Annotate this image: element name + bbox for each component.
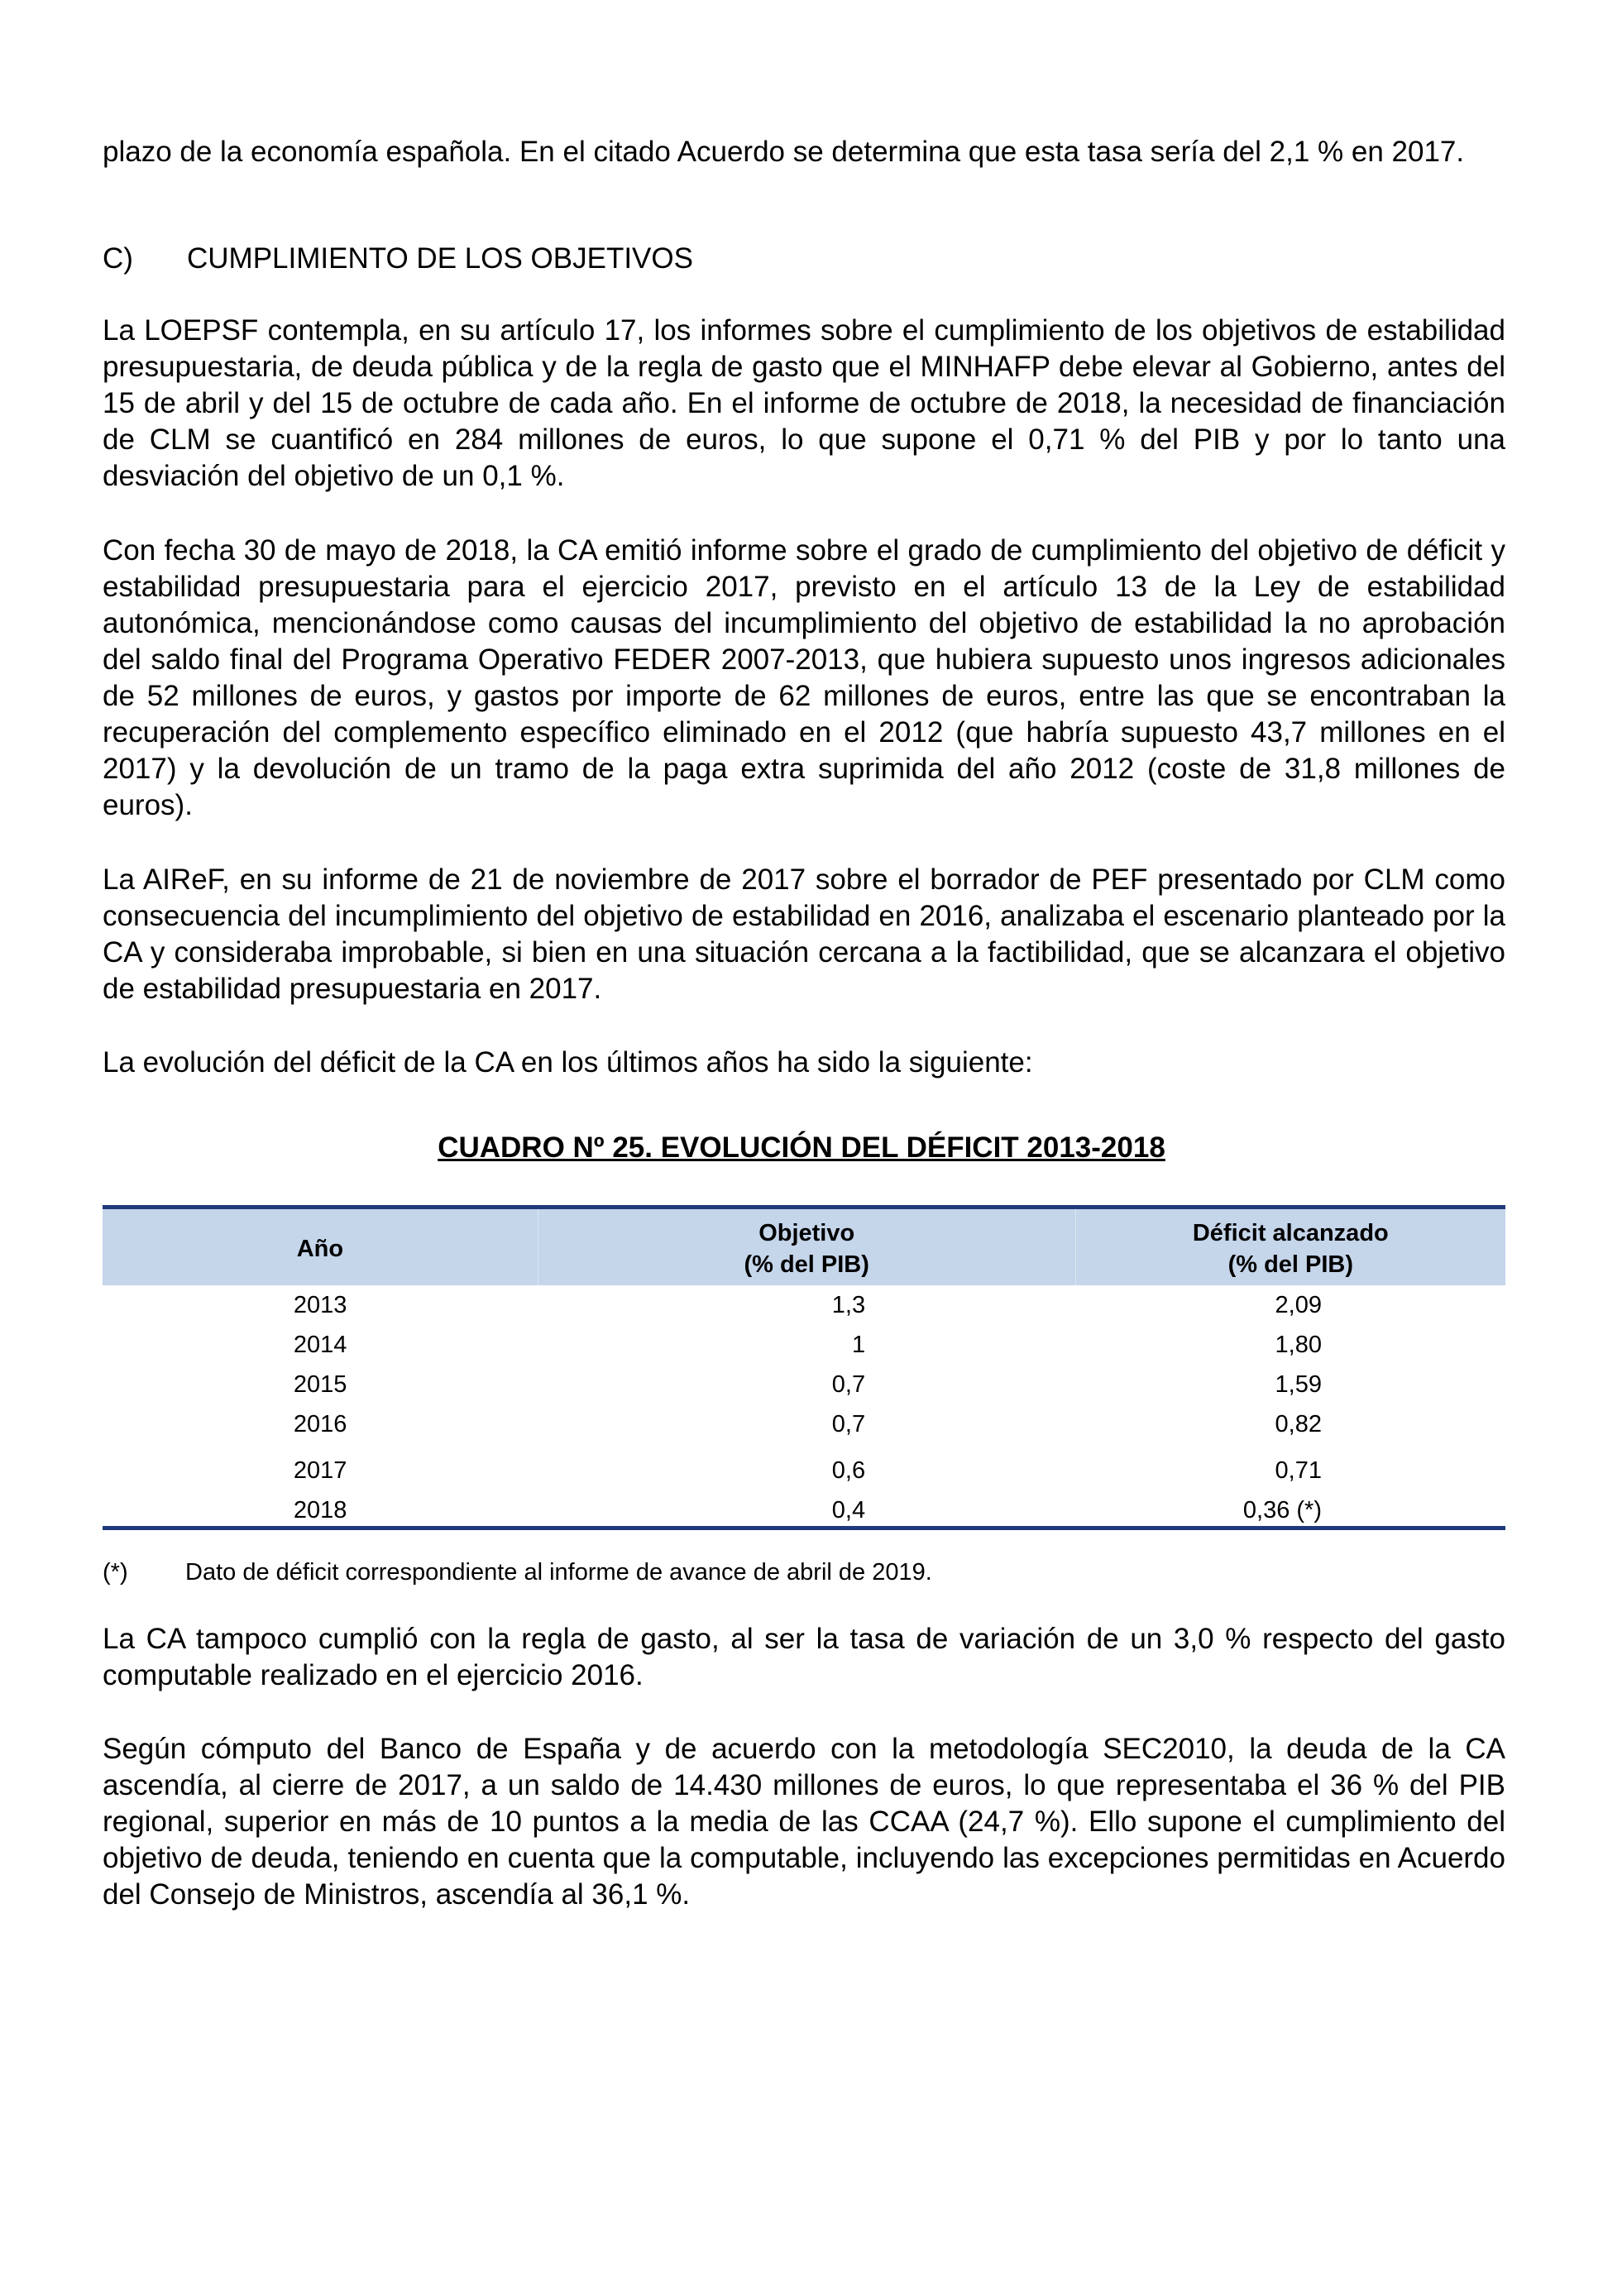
deficit-table <box>103 1205 1505 1530</box>
header-year: Año <box>103 1208 538 1286</box>
cell-objetivo: 1,3 <box>831 1292 866 1318</box>
cell-deficit: 0,82 <box>1275 1411 1322 1437</box>
paragraph-regla-gasto: La CA tampoco cumplió con la regla de gasto, al ser la tasa de variación de un 3,0 % respecto del gasto computable realizado en el ejercicio 2016. <box>103 1623 1505 1691</box>
table-header-row <box>103 1208 1505 1286</box>
table-title: CUADRO Nº 25. EVOLUCIÓN DEL DÉFICIT 2013-2018 <box>438 1131 1165 1164</box>
paragraph-informe-ca: Con fecha 30 de mayo de 2018, la CA emitió informe sobre el grado de cumplimiento del objetivo de déficit y estabilidad presupuestaria para el ejercicio 2017, previsto en el artículo 13 de la Ley de estabilidad autonómica, mencionándose como causas del incumplimiento del objetivo de estabilidad la no aprobación del saldo final del Programa Operativo FEDER 2007-2013, que hubiera supuesto unos ingresos adicionales de 52 millones de euros, y gastos por importe de 62 millones de euros, entre las que se encontraban la recuperación del complemento específico eliminado en el 2012 (que habría supuesto 43,7 millones en el 2017) y la devolución de un tramo de la paga extra suprimida del año 2012 (coste de 31,8 millones de euros). <box>103 534 1505 821</box>
paragraph-airef: La AIReF, en su informe de 21 de noviembre de 2017 sobre el borrador de PEF presentado por CLM como consecuencia del incumplimiento del objetivo de estabilidad en 2016, analizaba el escenario planteado por la CA y consideraba improbable, si bien en una situación cercana a la factibilidad, que se alcanzara el objetivo de estabilidad presupuestaria en 2017. <box>103 863 1505 1005</box>
paragraph-loepsf: La LOEPSF contempla, en su artículo 17, los informes sobre el cumplimiento de los objetivos de estabilidad presupuestaria, de deuda pública y de la regla de gasto que el MINHAFP debe elevar al Gobierno, antes del 15 de abril y del 15 de octubre de cada año. En el informe de octubre de 2018, la necesidad de financiación de CLM se cuantificó en 284 millones de euros, lo que supone el 0,71 % del PIB y por lo tanto una desviación del objetivo de un 0,1 %. <box>103 314 1505 492</box>
table-row <box>103 1285 1505 1325</box>
table-row <box>103 1444 1505 1490</box>
cell-deficit: 0,71 <box>1275 1457 1322 1484</box>
header-deficit-line2: (% del PIB) <box>1227 1251 1354 1278</box>
cell-year: 2014 <box>293 1332 347 1358</box>
paragraph-intro: plazo de la economía española. En el citado Acuerdo se determina que esta tasa sería del 2,1 % en 2017. <box>103 136 1465 168</box>
cell-year: 2015 <box>293 1371 347 1398</box>
cell-objetivo: 0,7 <box>831 1371 866 1398</box>
cell-objetivo: 0,4 <box>538 1490 1075 1528</box>
footnote-mark: (*) <box>103 1559 128 1586</box>
paragraph-evolucion: La evolución del déficit de la CA en los últimos años ha sido la siguiente: <box>103 1046 1033 1079</box>
cell-year: 2013 <box>293 1292 347 1318</box>
table-row <box>103 1490 1505 1528</box>
table-footnote <box>103 1557 932 1588</box>
cell-deficit: 1,80 <box>1275 1332 1322 1358</box>
cell-objetivo: 1 <box>851 1332 866 1358</box>
section-title: CUMPLIMIENTO DE LOS OBJETIVOS <box>187 242 693 275</box>
cell-objetivo: 0,7 <box>831 1411 866 1437</box>
header-objetivo-line1: Objetivo <box>758 1220 855 1246</box>
cell-deficit: 2,09 <box>1275 1292 1322 1318</box>
section-heading <box>103 241 693 277</box>
cell-year: 2017 <box>293 1457 347 1484</box>
header-deficit <box>1075 1208 1505 1286</box>
paragraph-deuda: Según cómputo del Banco de España y de acuerdo con la metodología SEC2010, la deuda de la CA ascendía, al cierre de 2017, a un saldo de 14.430 millones de euros, lo que representaba el 36 % del PIB regional, superior en más de 10 puntos a la media de las CCAA (24,7 %). Ello supone el cumplimiento del objetivo de deuda, teniendo en cuenta que la computable, incluyendo las excepciones permitidas en Acuerdo del Consejo de Ministros, ascendía al 36,1 %. <box>103 1733 1505 1911</box>
cell-deficit: 1,59 <box>1275 1371 1322 1398</box>
table-row <box>103 1325 1505 1365</box>
cell-year: 2018 <box>103 1490 538 1528</box>
cell-objetivo: 0,6 <box>831 1457 866 1484</box>
table-row <box>103 1404 1505 1444</box>
cell-year: 2016 <box>293 1411 347 1437</box>
header-objetivo <box>538 1208 1075 1286</box>
footnote-text: Dato de déficit correspondiente al informe de avance de abril de 2019. <box>185 1559 932 1586</box>
header-objetivo-line2: (% del PIB) <box>744 1251 869 1278</box>
cell-deficit: 0,36 (*) <box>1075 1490 1505 1528</box>
section-letter: C) <box>103 242 133 275</box>
header-deficit-line1: Déficit alcanzado <box>1192 1220 1389 1246</box>
table-row <box>103 1365 1505 1404</box>
